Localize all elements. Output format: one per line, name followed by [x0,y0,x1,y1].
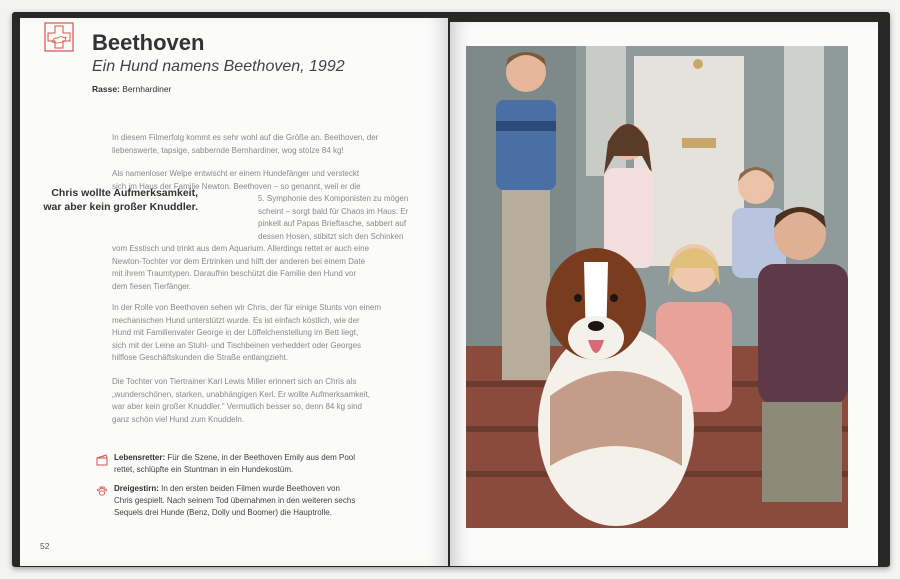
text-line: In der Rolle von Beethoven sehen wir Chris, der für einige Stunts von einem [112,303,382,312]
door-knocker [693,59,703,69]
fact-line: Chris gespielt. Nach seinem Tod übernahmen in den weiteren sechs [114,496,356,505]
father-sweater [758,264,848,404]
boy-trousers [502,190,550,380]
paragraph-1 [112,132,422,157]
dog-eye [610,294,618,302]
text-line: sich im Haus der Familie Newton. Beethoven – so genannt, weil er die [112,181,361,191]
text-line: Die Tochter von Tiertrainer Karl Lewis Miller erinnert sich an Chris als [112,377,357,386]
boy-shirt-stripe [496,121,556,131]
paragraph-2-wrap [258,193,428,243]
text-line: Newton-Tochter vor dem Ertrinken und hilft der anderen bei einem Date [112,256,366,266]
page-number: 52 [40,541,50,551]
breed-label: Rasse: [92,84,120,94]
fact-line [114,483,414,495]
fact-text: In den ersten beiden Filmen wurde Beethoven von [161,484,340,493]
family-photo [466,46,848,528]
paragraph-4 [112,376,422,426]
mail-slot [682,138,716,148]
text-line: pinkelt auf Papas Brieftasche, sabbert auf [258,219,407,228]
pull-quote-line: war aber kein großer Knuddler. [43,201,198,213]
text-line: scheint – sorgt bald für Chaos im Haus: Er [258,206,409,216]
fact-line: Sequels drei Hunde (Benz, Dolly und Boomer) die Hauptrolle. [114,508,332,517]
fact-label: Lebensretter: [114,453,166,462]
fact-text: Für die Szene, in der Beethoven Emily aus dem Pool [167,453,356,462]
text-line: dessen Hosen, stibitzt sich den Schinken [258,231,404,241]
text-line: war aber kein großer Knuddler.“ Vermutlich besser so, denn 84 kg sind [112,402,362,411]
text-line: „wunderschönen, starken, unabhängigen Kerl. Er wollte Aufmerksamkeit, [112,389,370,399]
text-line: dem fiesen Tierfänger. [112,281,192,291]
dog-nose [588,321,604,331]
clapperboard-icon [96,454,108,466]
fact-lifesaver [114,452,414,476]
pull-quote-line: Chris wollte Aufmerksamkeit, [51,187,198,199]
text-line: Als namenloser Welpe entwischt er einem Hundefänger und versteckt [112,169,360,178]
text-line: mit ihrem Traumtypen. Daraufhin beschützt die Familie den Hund vor [112,269,357,278]
text-line: Hund mit Familienvater George in der Löffelchenstellung im Bett liegt, [112,328,359,337]
father-trousers [762,402,842,502]
paragraph-3 [112,302,422,365]
breed-line [92,84,171,94]
paragraph-2-rest [112,243,422,293]
text-line: vom Esstisch und trinkt aus dem Aquarium. Allerdings rettet er auch eine [112,244,370,253]
page-title: Beethoven [92,30,205,55]
fact-trio [114,483,414,519]
text-line: 5. Symphonie des Komponisten zu mögen [258,194,409,203]
text-line: ganz schön viel Hund zum Knuddeln. [112,414,245,424]
dog-eye [574,294,582,302]
text-line: liebenswerte, tapsige, sabbernde Bernhardiner, wog stolze 84 kg! [112,145,344,155]
paw-icon [96,485,108,497]
fact-line [114,452,414,464]
breed-value: Bernhardiner [122,84,172,94]
text-line: mechanischen Hund unterstützt wurde. Es ist einfach köstlich, wie der [112,315,360,325]
text-line: In diesem Filmerfolg kommt es sehr wohl auf die Größe an. Beethoven, der [112,133,379,142]
pull-quote [36,186,198,214]
page-subtitle: Ein Hund namens Beethoven, 1992 [92,58,345,75]
text-line: sich mit der Leine an Stuhl- und Tischbeinen verheddert oder Georges [112,340,362,350]
fact-label: Dreigestirn: [114,484,159,493]
text-line: hilflose Geschäftskunden die Straße entlangzieht. [112,353,289,362]
hospital-logo-icon [44,22,74,52]
fact-line: rettet, schlüpfte ein Stuntman in ein Hundekostüm. [114,465,294,474]
boy-shirt [496,100,556,190]
